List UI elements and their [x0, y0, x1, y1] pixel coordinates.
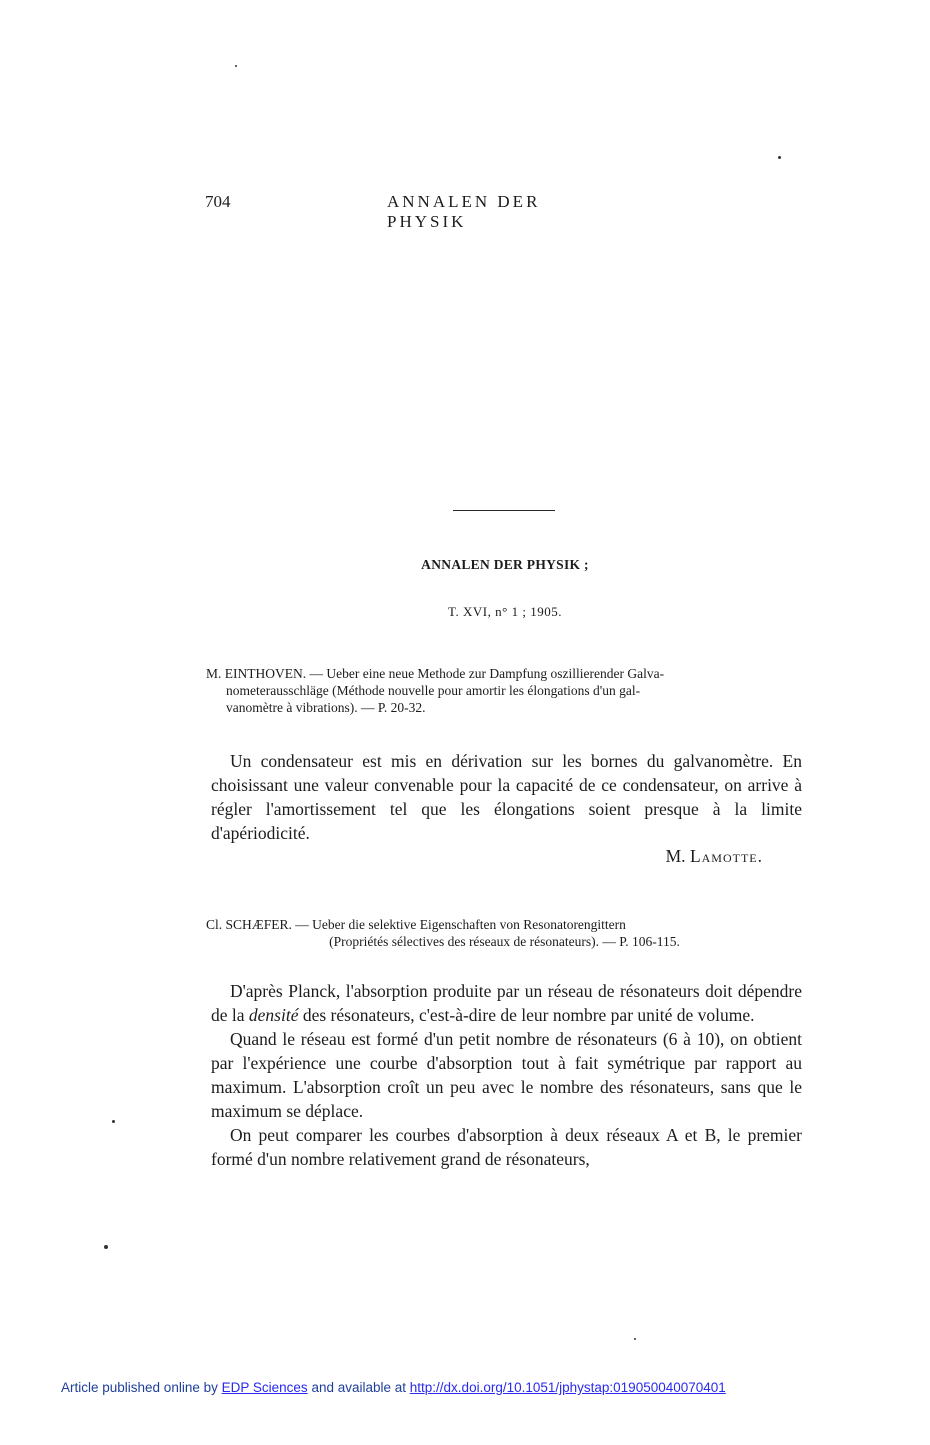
article-body [211, 979, 802, 1171]
page-number: 704 [205, 192, 231, 211]
reference-line: nometerausschläge (Méthode nouvelle pour amortir les élongations d'un gal- [226, 683, 641, 698]
scan-speck [634, 1338, 636, 1340]
footer-middle: and available at [311, 1380, 407, 1395]
paragraph-text: D'après Planck, l'absorption produite par un réseau de résonateurs doit dépendre de la [211, 981, 802, 1025]
scan-speck [235, 65, 237, 67]
paragraph: Quand le réseau est formé d'un petit nombre de résonateurs (6 à 10), on obtient par l'expérience une courbe d'absorption tout à fait symétrique par rapport au maximum. L'absorption croît un peu avec le nombre des résonateurs, sans que le maximum se déplace. [211, 1029, 802, 1121]
section-divider [453, 510, 555, 511]
doi-link[interactable]: http://dx.doi.org/10.1051/jphystap:019050040070401 [409, 1380, 726, 1395]
emphasis-text: densité [248, 1005, 299, 1025]
article-reference [206, 916, 803, 950]
author-signature [560, 846, 763, 867]
article-body [211, 749, 802, 845]
reference-line: M. EINTHOVEN. — Ueber eine neue Methode zur Dampfung oszillierender Galva- [206, 666, 665, 681]
reference-line: Cl. SCHÆFER. — Ueber die selektive Eigenschaften von Resonatorengittern [206, 917, 626, 932]
publication-footer [61, 1380, 921, 1395]
running-header [205, 192, 625, 231]
scan-speck [778, 156, 781, 159]
reference-line: (Propriétés sélectives des réseaux de résonateurs). — P. 106-115. [329, 934, 680, 949]
article-reference [206, 665, 803, 716]
issue-reference: T. XVI, n° 1 ; 1905. [448, 604, 562, 619]
journal-title: ANNALEN DER PHYSIK [387, 192, 541, 231]
author-initial: M. [665, 846, 686, 866]
paragraph: Un condensateur est mis en dérivation sur les bornes du galvanomètre. En choisissant une valeur convenable pour la capacité de ce condensateur, on arrive à régler l'amortissement tel que les élongations soient presque à la limite d'apériodicité. [211, 751, 802, 843]
scan-speck [104, 1245, 108, 1249]
publisher-link[interactable]: EDP Sciences [221, 1380, 308, 1395]
footer-prefix: Article published online by [61, 1380, 218, 1395]
section-title: ANNALEN DER PHYSIK ; [421, 557, 589, 572]
scan-speck [112, 1120, 115, 1123]
author-name: Lamotte. [689, 846, 763, 866]
reference-line: vanomètre à vibrations). — P. 20-32. [226, 700, 426, 715]
paragraph [211, 979, 802, 1027]
paragraph-text: des résonateurs, c'est-à-dire de leur nombre par unité de volume. [298, 1005, 755, 1025]
paragraph: On peut comparer les courbes d'absorption à deux réseaux A et B, le premier formé d'un nombre relativement grand de résonateurs, [211, 1125, 802, 1169]
